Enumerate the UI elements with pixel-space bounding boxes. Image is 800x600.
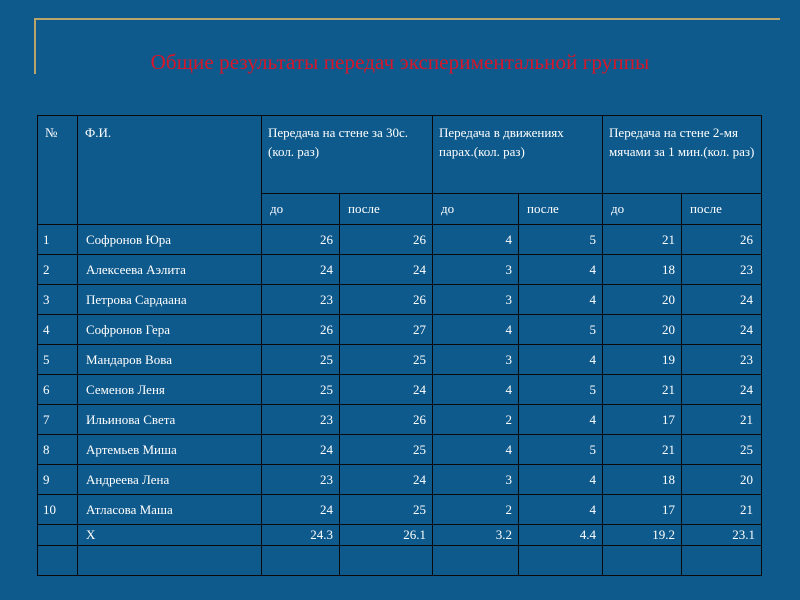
average-value: 4.4 <box>519 525 603 546</box>
cell-num-empty <box>38 525 78 546</box>
cell-value: 24 <box>340 375 433 405</box>
cell-value: 5 <box>519 375 603 405</box>
table-row <box>38 345 762 375</box>
cell-value: 25 <box>262 345 340 375</box>
average-row <box>38 525 762 546</box>
empty-cell <box>682 546 762 576</box>
cell-value: 4 <box>519 255 603 285</box>
cell-num: 3 <box>38 285 78 315</box>
empty-cell <box>603 546 682 576</box>
cell-value: 26 <box>340 405 433 435</box>
table-row <box>38 495 762 525</box>
cell-value: 3 <box>433 285 519 315</box>
cell-value: 24 <box>340 465 433 495</box>
cell-num: 6 <box>38 375 78 405</box>
cell-num: 2 <box>38 255 78 285</box>
results-table <box>37 115 762 576</box>
cell-value: 23 <box>262 285 340 315</box>
frame-top-line <box>34 18 780 20</box>
cell-value: 20 <box>603 315 682 345</box>
table-row <box>38 405 762 435</box>
table-row <box>38 375 762 405</box>
header-after: после <box>519 194 603 225</box>
cell-value: 18 <box>603 255 682 285</box>
cell-value: 21 <box>603 225 682 255</box>
cell-value: 26 <box>340 285 433 315</box>
header-after: после <box>340 194 433 225</box>
cell-value: 26 <box>262 315 340 345</box>
cell-value: 25 <box>340 435 433 465</box>
cell-value: 25 <box>340 345 433 375</box>
cell-value: 21 <box>603 375 682 405</box>
empty-cell <box>340 546 433 576</box>
average-label: Х <box>78 525 262 546</box>
header-group3: Передача на стене 2-мя мячами за 1 мин.(кол. раз) <box>603 116 762 194</box>
empty-cell <box>519 546 603 576</box>
cell-value: 23 <box>262 465 340 495</box>
cell-value: 4 <box>519 285 603 315</box>
cell-num: 8 <box>38 435 78 465</box>
header-before: до <box>433 194 519 225</box>
cell-value: 20 <box>603 285 682 315</box>
cell-value: 4 <box>519 495 603 525</box>
cell-value: 25 <box>262 375 340 405</box>
table-row <box>38 255 762 285</box>
cell-name: Софронов Юра <box>78 225 262 255</box>
table-row <box>38 315 762 345</box>
cell-value: 24 <box>682 315 762 345</box>
average-value: 23.1 <box>682 525 762 546</box>
cell-value: 2 <box>433 495 519 525</box>
cell-value: 21 <box>682 495 762 525</box>
empty-cell <box>262 546 340 576</box>
table-row <box>38 465 762 495</box>
cell-num: 1 <box>38 225 78 255</box>
cell-value: 2 <box>433 405 519 435</box>
cell-value: 23 <box>682 345 762 375</box>
cell-num: 9 <box>38 465 78 495</box>
cell-value: 23 <box>682 255 762 285</box>
cell-value: 19 <box>603 345 682 375</box>
cell-num: 5 <box>38 345 78 375</box>
empty-cell <box>433 546 519 576</box>
cell-name: Ильинова Света <box>78 405 262 435</box>
header-before: до <box>262 194 340 225</box>
cell-value: 24 <box>682 285 762 315</box>
cell-value: 3 <box>433 465 519 495</box>
cell-num: 10 <box>38 495 78 525</box>
cell-value: 24 <box>262 255 340 285</box>
cell-value: 26 <box>682 225 762 255</box>
average-value: 19.2 <box>603 525 682 546</box>
header-group1: Передача на стене за 30с.(кол. раз) <box>262 116 433 194</box>
cell-num: 7 <box>38 405 78 435</box>
cell-name: Семенов Леня <box>78 375 262 405</box>
cell-value: 27 <box>340 315 433 345</box>
cell-num: 4 <box>38 315 78 345</box>
cell-name: Петрова Сардаана <box>78 285 262 315</box>
average-value: 3.2 <box>433 525 519 546</box>
cell-value: 24 <box>262 495 340 525</box>
cell-value: 4 <box>519 465 603 495</box>
header-name: Ф.И. <box>78 116 262 225</box>
cell-value: 21 <box>603 435 682 465</box>
cell-value: 4 <box>433 375 519 405</box>
table-row <box>38 285 762 315</box>
average-value: 24.3 <box>262 525 340 546</box>
cell-value: 3 <box>433 345 519 375</box>
cell-value: 24 <box>262 435 340 465</box>
cell-value: 26 <box>262 225 340 255</box>
cell-value: 4 <box>433 315 519 345</box>
cell-value: 25 <box>340 495 433 525</box>
cell-value: 24 <box>682 375 762 405</box>
empty-row <box>38 546 762 576</box>
cell-name: Алексеева Аэлита <box>78 255 262 285</box>
header-group2: Передача в движениях парах.(кол. раз) <box>433 116 603 194</box>
cell-value: 4 <box>433 225 519 255</box>
cell-name: Софронов Гера <box>78 315 262 345</box>
cell-value: 4 <box>433 435 519 465</box>
average-value: 26.1 <box>340 525 433 546</box>
table-row <box>38 435 762 465</box>
header-row <box>38 116 762 194</box>
cell-value: 25 <box>682 435 762 465</box>
cell-value: 4 <box>519 345 603 375</box>
cell-value: 3 <box>433 255 519 285</box>
cell-value: 26 <box>340 225 433 255</box>
header-before: до <box>603 194 682 225</box>
cell-value: 21 <box>682 405 762 435</box>
cell-value: 20 <box>682 465 762 495</box>
empty-cell <box>38 546 78 576</box>
cell-name: Атласова Маша <box>78 495 262 525</box>
table-row <box>38 225 762 255</box>
cell-name: Артемьев Миша <box>78 435 262 465</box>
cell-value: 4 <box>519 405 603 435</box>
slide-title: Общие результаты передач экспериментальной группы <box>150 50 650 74</box>
cell-value: 17 <box>603 405 682 435</box>
cell-name: Андреева Лена <box>78 465 262 495</box>
header-num: № <box>38 116 78 225</box>
cell-value: 5 <box>519 435 603 465</box>
cell-value: 24 <box>340 255 433 285</box>
cell-value: 23 <box>262 405 340 435</box>
cell-value: 5 <box>519 225 603 255</box>
empty-cell <box>78 546 262 576</box>
header-after: после <box>682 194 762 225</box>
cell-value: 18 <box>603 465 682 495</box>
cell-value: 5 <box>519 315 603 345</box>
cell-name: Мандаров Вова <box>78 345 262 375</box>
cell-value: 17 <box>603 495 682 525</box>
